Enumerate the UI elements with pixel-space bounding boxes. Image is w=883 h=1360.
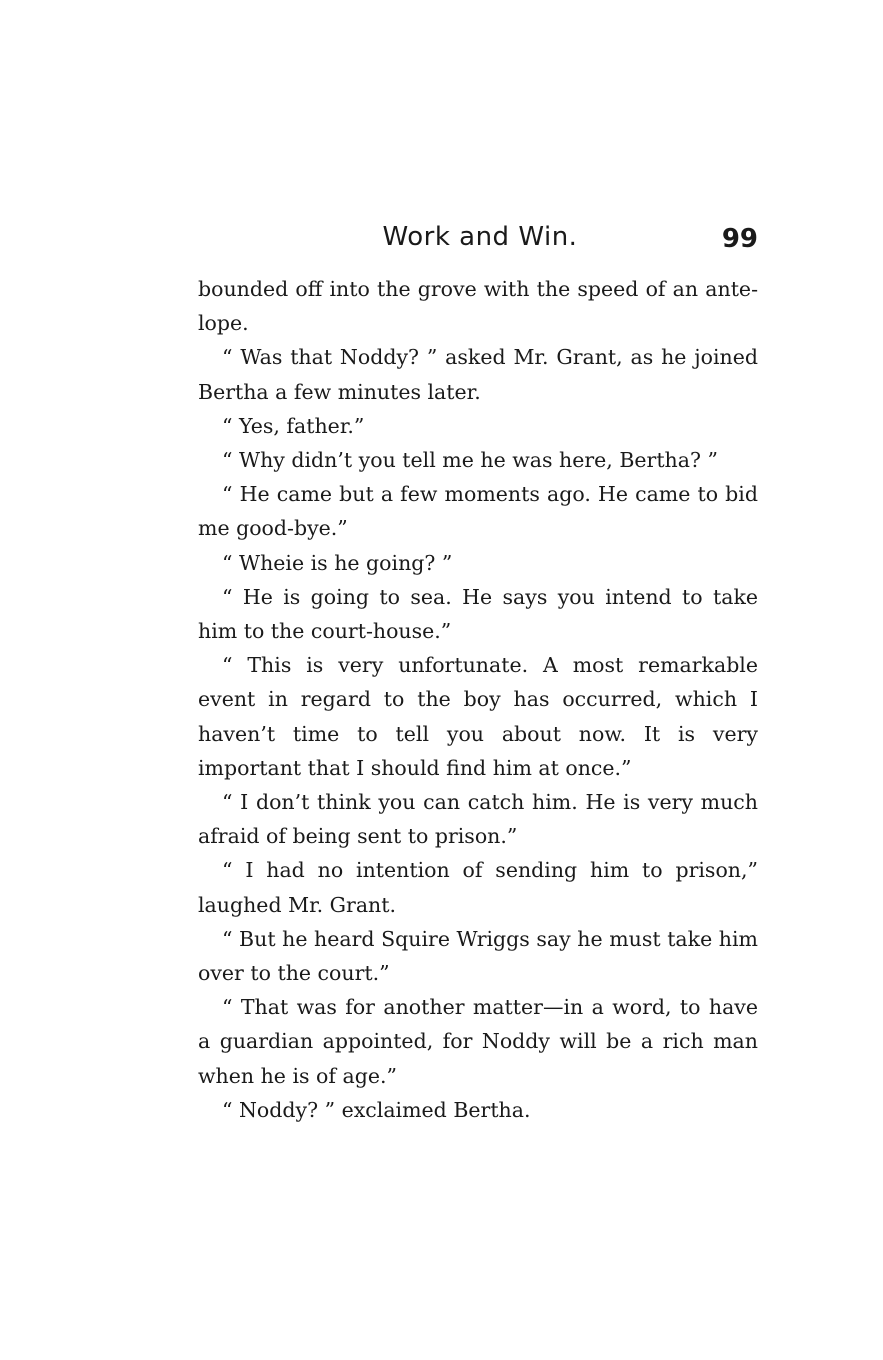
paragraph: “ This is very unfortunate. A most remarkable event in regard to the boy has occurred, which I haven’t time to tell you about now. It is very important that I should find him at once.” — [198, 653, 758, 780]
running-title: Work and Win. — [382, 222, 578, 252]
paragraph: “ Was that Noddy? ” asked Mr. Grant, as he joined Bertha a few minutes later. — [198, 345, 758, 404]
paragraph: “ He is going to sea. He says you intend to take him to the court-house.” — [198, 584, 758, 644]
paragraph: “ But he heard Squire Wriggs say he must take him over to the court.” — [198, 926, 758, 986]
page-number: 99 — [721, 224, 758, 254]
paragraph: “ I don’t think you can catch him. He is very much afraid of being sent to prison.” — [198, 790, 758, 849]
paragraph: “ That was for another matter—in a word, to have a guardian appointed, for Noddy will be a rich man when he is of age.” — [198, 995, 758, 1088]
paragraph: “ Yes, father.” — [222, 413, 365, 438]
paragraph: “ Noddy? ” exclaimed Bertha. — [222, 1097, 531, 1122]
paragraph: bounded off into the grove with the speed of an ante-lope. — [198, 277, 758, 336]
paragraph: “ Wheie is he going? ” — [222, 550, 453, 575]
running-head — [198, 218, 762, 264]
paragraph: “ I had no intention of sending him to prison,” laughed Mr. Grant. — [198, 858, 758, 917]
body-text — [198, 272, 758, 1127]
paragraph: “ He came but a few moments ago. He came to bid me good-bye.” — [198, 482, 758, 541]
paragraph: “ Why didn’t you tell me he was here, Bertha? ” — [222, 448, 718, 473]
